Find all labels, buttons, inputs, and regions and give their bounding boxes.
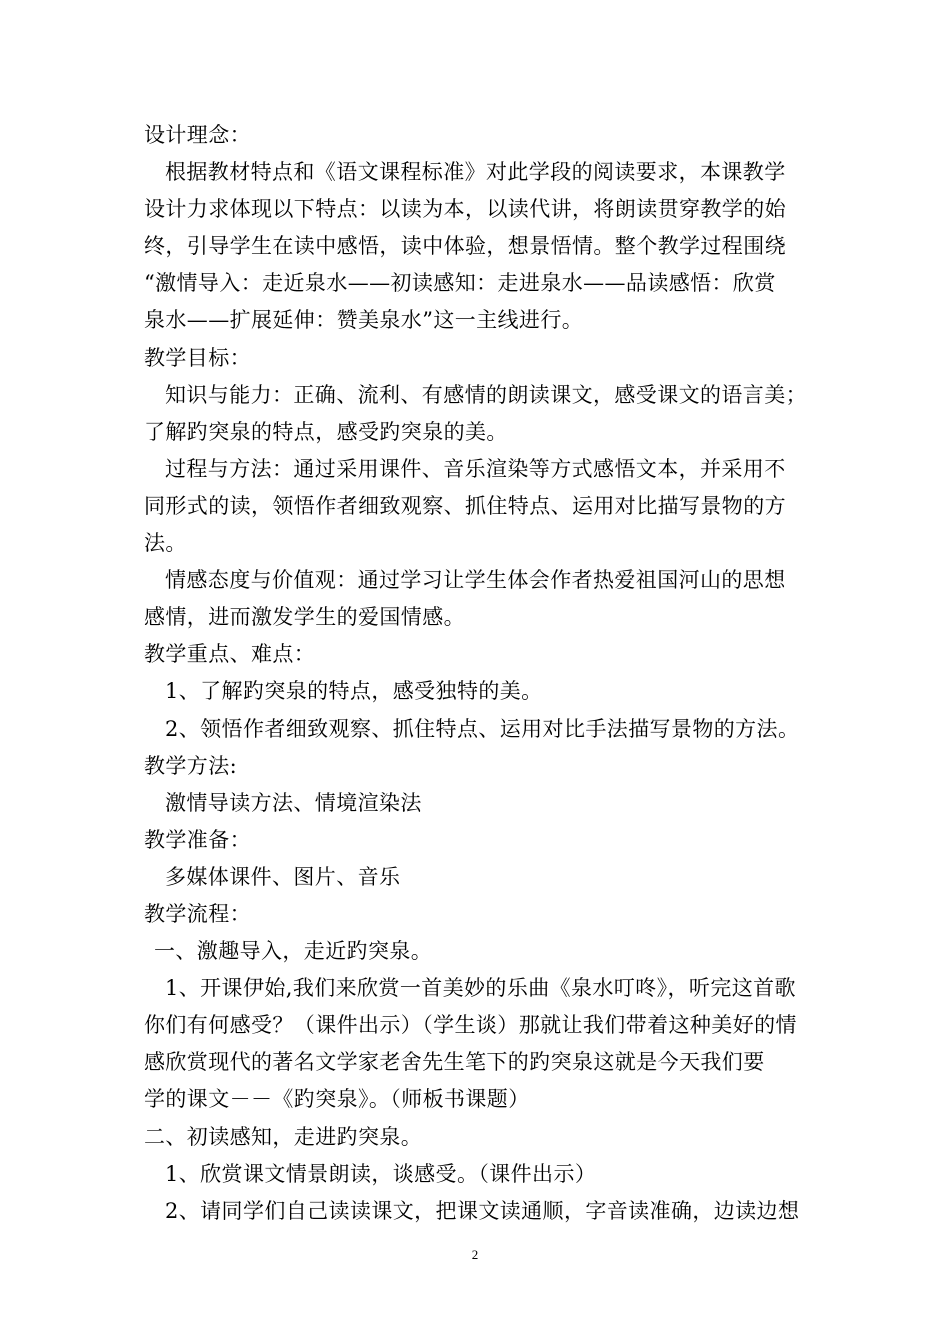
text-line: 二、初读感知，走进趵突泉。: [144, 1124, 423, 1149]
text-line: 2、领悟作者细致观察、抓住特点、运用对比手法描写景物的方法。: [165, 716, 800, 741]
text-line: 教学准备：: [144, 827, 251, 852]
text-line: 1、欣赏课文情景朗读，谈感受。（课件出示）: [165, 1161, 597, 1186]
text-line: 了解趵突泉的特点，感受趵突泉的美。: [144, 419, 508, 444]
text-line: 泉水——扩展延伸：赞美泉水”这一主线进行。: [144, 308, 584, 333]
text-line: 1、开课伊始,我们来欣赏一首美妙的乐曲《泉水叮咚》，听完这首歌: [165, 976, 796, 1001]
text-line: 一、激趣导入，走近趵突泉。: [154, 939, 433, 964]
page-number: 2: [471, 1247, 479, 1262]
text-line: 学的课文－－《趵突泉》。（师板书课题）: [144, 1087, 530, 1112]
document-body: [144, 117, 814, 1230]
text-line: 教学目标：: [144, 345, 251, 370]
text-line: 根据教材特点和《语文课程标准》对此学段的阅读要求，本课教学: [165, 160, 786, 185]
text-line: 感欣赏现代的著名文学家老舍先生笔下的趵突泉这就是今天我们要: [144, 1050, 765, 1075]
text-line: 过程与方法：通过采用课件、音乐渲染等方式感悟文本，并采用不: [165, 456, 786, 481]
text-line: 知识与能力：正确、流利、有感情的朗读课文，感受课文的语言美；: [165, 382, 807, 407]
text-line: 设计力求体现以下特点：以读为本，以读代讲，将朗读贯穿教学的始: [144, 197, 786, 222]
text-line: 情感态度与价值观：通过学习让学生体会作者热爱祖国河山的思想: [165, 568, 786, 593]
text-line: “激情导入：走近泉水——初读感知：走进泉水——品读感悟：欣赏: [144, 271, 776, 296]
text-line: 教学流程：: [144, 901, 251, 926]
text-line: 同形式的读，领悟作者细致观察、抓住特点、运用对比描写景物的方: [144, 493, 786, 518]
text-line: 2、请同学们自己读读课文，把课文读通顺，字音读准确，边读边想: [165, 1198, 800, 1223]
text-line: 法。: [144, 531, 187, 556]
text-line: 你们有何感受？（课件出示）（学生谈）那就让我们带着这种美好的情: [144, 1013, 797, 1038]
text-line: 教学重点、难点：: [144, 642, 316, 667]
text-line: 设计理念：: [144, 123, 251, 147]
text-line: 激情导读方法、情境渲染法: [165, 790, 422, 815]
text-line: 教学方法:: [144, 753, 238, 778]
text-line: 终，引导学生在读中感悟，读中体验，想景悟情。整个教学过程围绕: [144, 234, 786, 259]
text-line: 1、了解趵突泉的特点，感受独特的美。: [165, 679, 543, 704]
text-line: 多媒体课件、图片、音乐: [165, 864, 401, 889]
text-line: 感情，进而激发学生的爱国情感。: [144, 605, 465, 630]
